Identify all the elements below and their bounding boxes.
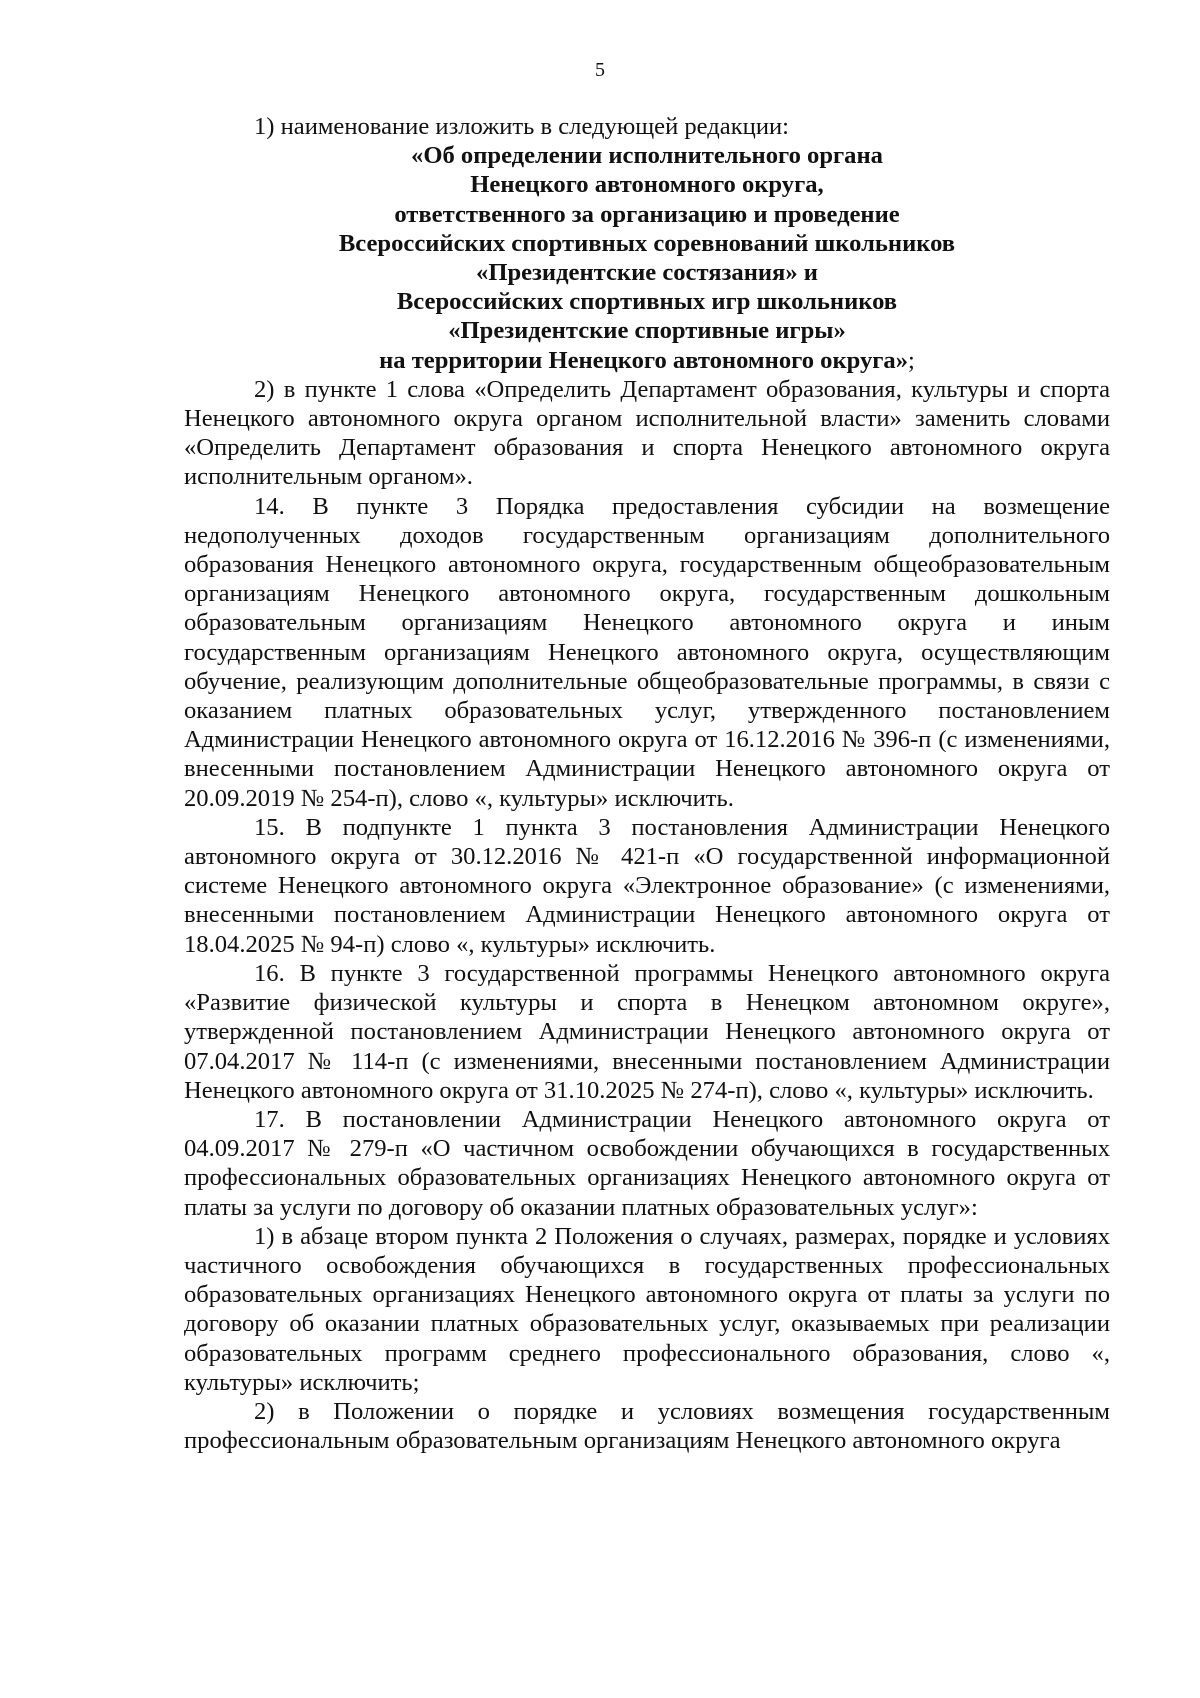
paragraph-17-item-1: 1) в абзаце втором пункта 2 Положения о случаях, размерах, порядке и условиях частичного освобождения обучающихся в государственных профессиональных образовательных организациях Ненецкого автономного округа от платы за услуги по договору об оказании платных образовательных услуг, оказываемых при реализации образовательных программ среднего профессионального образования, слово «, культуры» исключить;: [184, 1222, 1110, 1396]
paragraph-item-2: 2) в пункте 1 слова «Определить Департамент образования, культуры и спорта Ненецкого автономного округа органом исполнительной власти» заменить словами «Определить Департамент образования и спорта Ненецкого автономного округа исполнительным органом».: [184, 375, 1110, 491]
paragraph-14: 14. В пункте 3 Порядка предоставления субсидии на возмещение недополученных доходов государственным организациям дополнительного образования Ненецкого автономного округа, государственным общеобразовательным организациям Ненецкого автономного округа, государственным дошкольным образовательным организациям Ненецкого автономного округа и иным государственным организациям Ненецкого автономного округа, осуществляющим обучение, реализующим дополнительные общеобразовательные программы, в связи с оказанием платных образовательных услуг, утвержденного постановлением Администрации Ненецкого автономного округа от 16.12.2016 № 396-п (с изменениями, внесенными постановлением Администрации Ненецкого автономного округа от 20.09.2019 № 254-п), слово «, культуры» исключить.: [184, 492, 1110, 812]
title-tail: ;: [908, 346, 915, 374]
title-line: «Президентские состязания» и: [476, 259, 818, 287]
paragraph-rename-intro: 1) наименование изложить в следующей редакции:: [254, 113, 789, 140]
title-line: Ненецкого автономного округа,: [470, 171, 824, 199]
title-line: «Президентские спортивные игры»: [448, 317, 846, 345]
paragraph-17-item-2: 2) в Положении о порядке и условиях возмещения государственным профессиональным образовательным организациям Ненецкого автономного округа: [184, 1397, 1110, 1455]
title-line: «Об определении исполнительного органа: [411, 142, 883, 170]
title-line: Всероссийских спортивных соревнований школьников: [338, 229, 956, 257]
page-number: 5: [595, 59, 605, 81]
title-line-last: [184, 346, 1110, 375]
document-body: [184, 112, 1110, 1455]
title-line: Всероссийских спортивных игр школьников: [396, 288, 898, 316]
new-title-block: [184, 141, 1110, 375]
paragraph-16: 16. В пункте 3 государственной программы Ненецкого автономного округа «Развитие физической культуры и спорта в Ненецком автономном округе», утвержденной постановлением Администрации Ненецкого автономного округа от 07.04.2017 № 114-п (с изменениями, внесенными постановлением Администрации Ненецкого автономного округа от 31.10.2025 № 274-п), слово «, культуры» исключить.: [184, 959, 1110, 1104]
paragraph-15: 15. В подпункте 1 пункта 3 постановления Администрации Ненецкого автономного округа от 30.12.2016 № 421-п «О государственной информационной системе Ненецкого автономного округа «Электронное образование» (с изменениями, внесенными постановлением Администрации Ненецкого автономного округа от 18.04.2025 № 94-п) слово «, культуры» исключить.: [184, 813, 1110, 958]
paragraph-17: 17. В постановлении Администрации Ненецкого автономного округа от 04.09.2017 № 279-п «О частичном освобождении обучающихся в государственных профессиональных образовательных организациях Ненецкого автономного округа от платы за услуги по договору об оказании платных образовательных услуг»:: [184, 1105, 1110, 1221]
title-line-text: на территории Ненецкого автономного округа»: [379, 346, 909, 374]
title-line: ответственного за организацию и проведение: [394, 200, 900, 228]
